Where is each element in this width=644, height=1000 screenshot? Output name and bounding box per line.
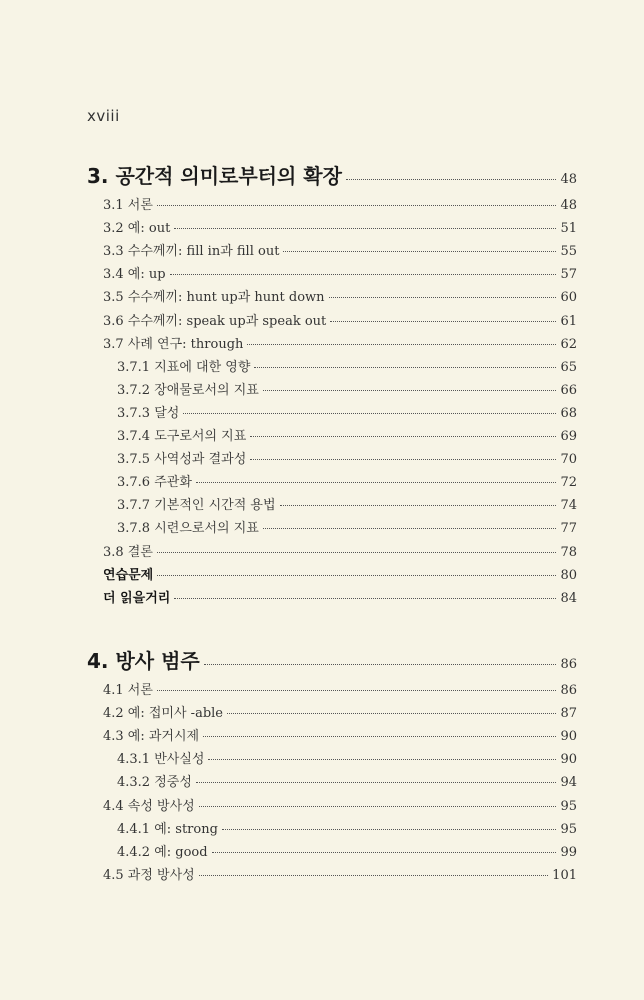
dot-leader — [157, 690, 557, 691]
toc-page-number: 48 — [560, 172, 577, 187]
toc-label: 3.7.3 달성 — [117, 405, 180, 421]
toc-section — [0, 795, 644, 814]
toc-page-number: 101 — [552, 867, 577, 883]
chapter-heading — [0, 160, 644, 189]
dot-leader — [263, 528, 557, 529]
dot-leader — [250, 436, 556, 437]
toc-page-number: 77 — [560, 521, 577, 537]
dot-leader — [170, 274, 557, 275]
toc-section — [0, 725, 644, 744]
dot-leader — [330, 321, 556, 322]
toc-entry-bold — [0, 564, 644, 583]
toc-page-number: 90 — [560, 729, 577, 745]
dot-leader — [250, 459, 556, 460]
dot-leader — [204, 664, 557, 665]
dot-leader — [212, 852, 557, 853]
dot-leader — [208, 759, 556, 760]
toc-label: 4.4 속성 방사성 — [103, 798, 195, 814]
toc-label: 3.7.4 도구로서의 지표 — [117, 429, 247, 444]
dot-leader — [174, 598, 556, 599]
toc-section — [0, 333, 644, 352]
toc-subsection — [0, 448, 644, 467]
dot-leader — [174, 228, 556, 229]
toc-label: 3.1 서론 — [103, 198, 153, 213]
toc-subsection — [0, 818, 644, 837]
dot-leader — [157, 205, 557, 206]
dot-leader — [196, 482, 557, 483]
dot-leader — [157, 575, 556, 576]
toc-page-number: 48 — [560, 198, 577, 213]
toc-section — [0, 864, 644, 883]
toc-page-number: 95 — [560, 821, 577, 837]
toc-label: 4.3 예: 과거시제 — [103, 729, 200, 745]
toc-label: 3.7 사례 연구: through — [103, 336, 244, 352]
toc-subsection — [0, 471, 644, 490]
toc-page-number: 87 — [560, 706, 577, 722]
toc-subsection — [0, 379, 644, 398]
dot-leader — [329, 297, 557, 298]
toc-section — [0, 217, 644, 236]
dot-leader — [157, 552, 557, 553]
toc-page-number: 65 — [560, 359, 577, 375]
dot-leader — [247, 344, 556, 345]
toc-section — [0, 541, 644, 560]
toc-label: 3.3 수수께끼: fill in과 fill out — [103, 244, 280, 260]
toc-page-number: 90 — [560, 752, 577, 768]
dot-leader — [199, 806, 557, 807]
toc-label: 4.1 서론 — [103, 683, 153, 698]
toc-subsection — [0, 748, 644, 767]
toc-page-number: 68 — [560, 405, 577, 421]
toc-label: 3.8 결론 — [103, 544, 153, 560]
toc-section — [0, 679, 644, 698]
toc-label: 4.3.1 반사실성 — [117, 752, 205, 768]
toc-page-number: 78 — [560, 544, 577, 560]
toc-label: 3.6 수수께끼: speak up과 speak out — [103, 313, 327, 329]
toc-label: 더 읽을거리 — [103, 590, 171, 606]
toc-section — [0, 240, 644, 259]
toc-entry-bold — [0, 587, 644, 606]
dot-leader — [280, 505, 557, 506]
toc-label: 3.2 예: out — [103, 221, 171, 237]
dot-leader — [263, 390, 557, 391]
dot-leader — [222, 829, 557, 830]
toc-page-number: 74 — [560, 498, 577, 514]
toc-label: 4.4.1 예: strong — [117, 821, 218, 837]
toc-page-number: 60 — [560, 290, 577, 306]
toc-page-number: 62 — [560, 336, 577, 352]
toc-page-number: 72 — [560, 475, 577, 491]
toc-subsection — [0, 494, 644, 513]
toc-section — [0, 263, 644, 282]
toc-label: 3.7.5 사역성과 결과성 — [117, 452, 247, 468]
toc-label: 4.3.2 정중성 — [117, 775, 192, 791]
toc-subsection — [0, 402, 644, 421]
toc-label: 3.7.1 지표에 대한 영향 — [117, 359, 251, 375]
toc-page-number: 51 — [560, 221, 577, 237]
toc-section — [0, 702, 644, 721]
toc-label: 3.7.7 기본적인 시간적 용법 — [117, 498, 276, 514]
toc-label: 3.7.8 시련으로서의 지표 — [117, 521, 259, 537]
toc-section — [0, 310, 644, 329]
dot-leader — [196, 782, 557, 783]
dot-leader — [227, 713, 556, 714]
toc-page-number: 80 — [560, 567, 577, 583]
toc-label: 4.5 과정 방사성 — [103, 867, 195, 883]
dot-leader — [346, 179, 557, 180]
toc-page-number: 69 — [560, 429, 577, 444]
toc-label: 4.4.2 예: good — [117, 844, 208, 860]
dot-leader — [283, 251, 556, 252]
toc-page-number: 57 — [560, 267, 577, 283]
toc-section — [0, 286, 644, 305]
toc-subsection — [0, 841, 644, 860]
toc-page-number: 95 — [560, 798, 577, 814]
toc-page-number: 94 — [560, 775, 577, 791]
toc-label: 연습문제 — [103, 567, 154, 583]
chapter-heading — [0, 645, 644, 674]
toc-page-number: 61 — [560, 313, 577, 329]
toc-page-number: 70 — [560, 452, 577, 468]
dot-leader — [254, 367, 556, 368]
toc-page-number: 86 — [560, 657, 577, 672]
toc-label: 4. 방사 범주 — [87, 649, 200, 673]
dot-leader — [199, 875, 548, 876]
toc-page-number: 55 — [560, 244, 577, 260]
toc-page-number: 86 — [560, 683, 577, 698]
toc-label: 3.7.6 주관화 — [117, 475, 192, 491]
toc-label: 4.2 예: 접미사 -able — [103, 706, 223, 722]
toc-subsection — [0, 425, 644, 444]
toc-label: 3.7.2 장애물로서의 지표 — [117, 382, 259, 398]
page-number: xviii — [87, 107, 120, 125]
toc-page-number: 99 — [560, 844, 577, 860]
dot-leader — [203, 736, 556, 737]
toc-page-number: 84 — [560, 590, 577, 606]
dot-leader — [183, 413, 556, 414]
toc-subsection — [0, 517, 644, 536]
toc-label: 3. 공간적 의미로부터의 확장 — [87, 164, 342, 188]
toc-subsection — [0, 771, 644, 790]
toc-label: 3.4 예: up — [103, 267, 166, 283]
toc-page-number: 66 — [560, 382, 577, 398]
toc-section — [0, 194, 644, 213]
toc-subsection — [0, 356, 644, 375]
toc-label: 3.5 수수께끼: hunt up과 hunt down — [103, 290, 325, 306]
